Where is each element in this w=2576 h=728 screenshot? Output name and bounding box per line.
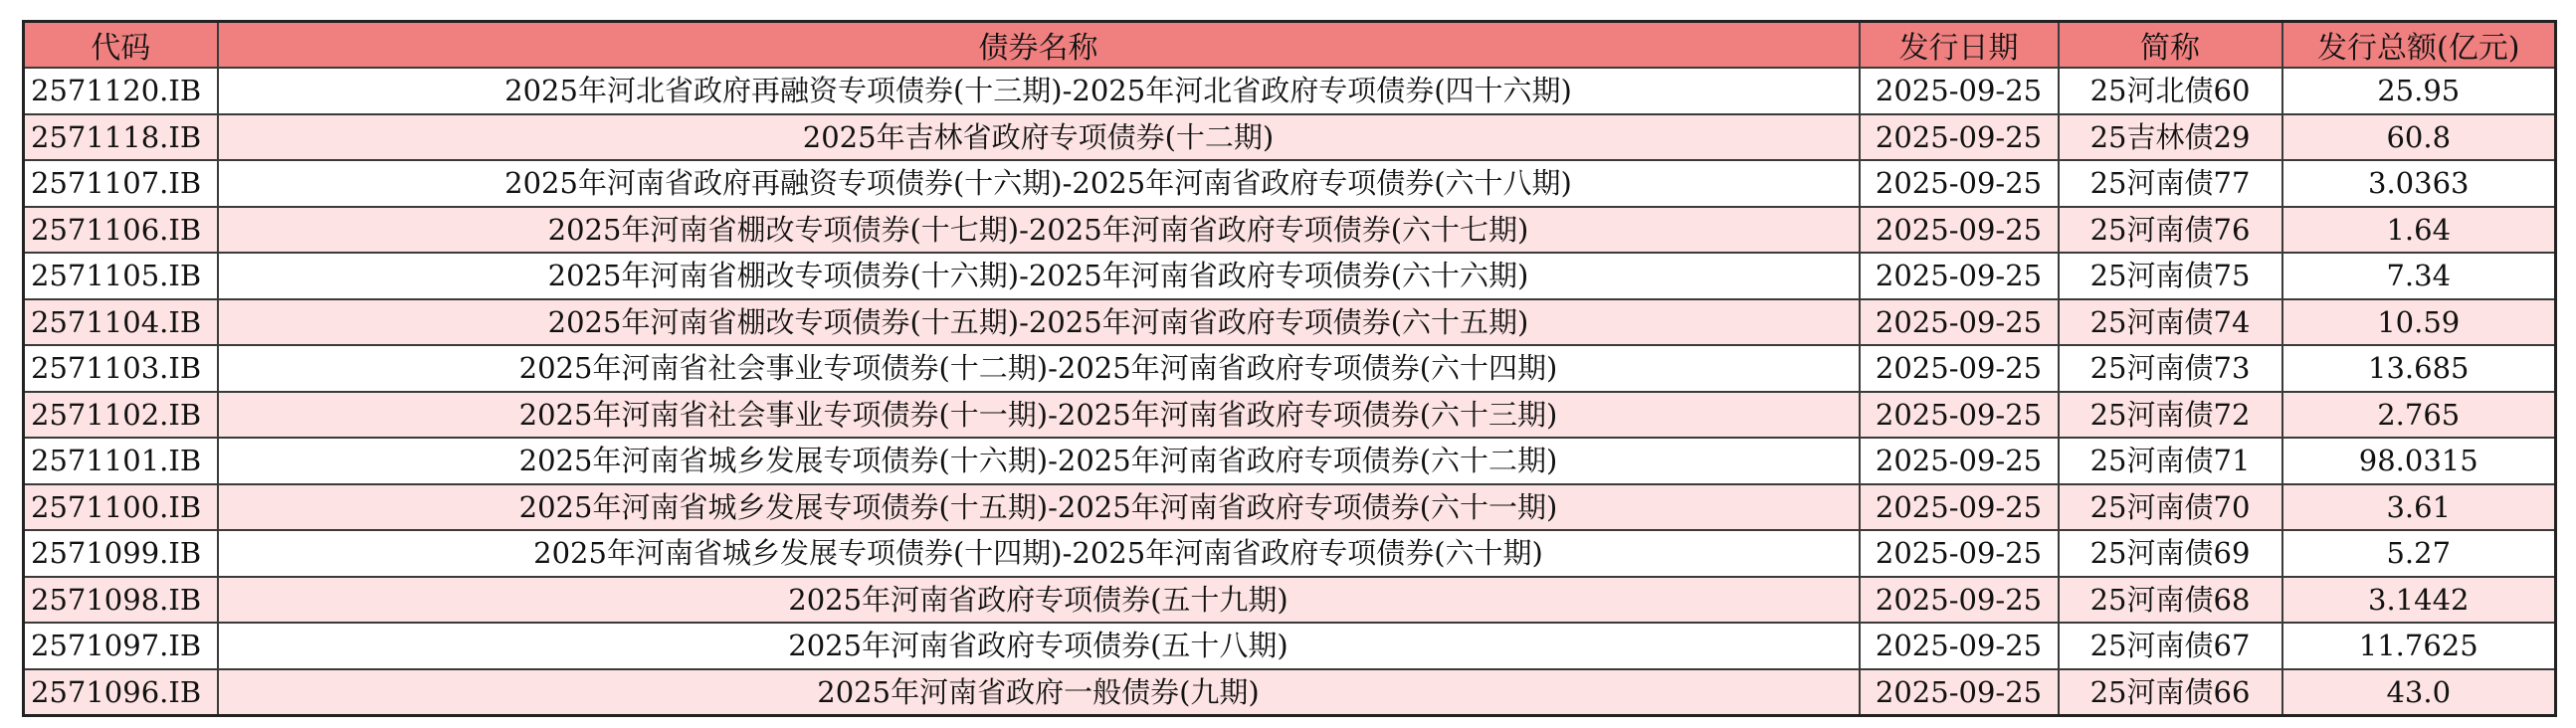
table-row — [24, 68, 2556, 114]
cell-code: 2571104.IB — [24, 299, 218, 346]
cell-total-amount: 13.685 — [2282, 345, 2556, 392]
cell-short-name: 25河北债60 — [2059, 68, 2282, 114]
table-row — [24, 253, 2556, 299]
cell-bond-name: 2025年河南省政府专项债券(五十八期) — [218, 623, 1860, 669]
cell-issue-date: 2025-09-25 — [1860, 160, 2059, 207]
cell-bond-name: 2025年河南省社会事业专项债券(十二期)-2025年河南省政府专项债券(六十四期) — [218, 345, 1860, 392]
cell-short-name: 25河南债68 — [2059, 577, 2282, 624]
header-bond-name: 债券名称 — [218, 22, 1860, 69]
cell-issue-date: 2025-09-25 — [1860, 438, 2059, 484]
table-header-row — [24, 22, 2556, 69]
cell-total-amount: 3.61 — [2282, 484, 2556, 531]
cell-total-amount: 98.0315 — [2282, 438, 2556, 484]
cell-short-name: 25河南债69 — [2059, 530, 2282, 577]
cell-issue-date: 2025-09-25 — [1860, 484, 2059, 531]
cell-total-amount: 60.8 — [2282, 114, 2556, 161]
bond-table-container — [22, 20, 2554, 717]
cell-bond-name: 2025年河南省政府再融资专项债券(十六期)-2025年河南省政府专项债券(六十八期) — [218, 160, 1860, 207]
table-row — [24, 114, 2556, 161]
table-row — [24, 623, 2556, 669]
table-row — [24, 299, 2556, 346]
cell-bond-name: 2025年河南省政府一般债券(九期) — [218, 669, 1860, 716]
cell-code: 2571101.IB — [24, 438, 218, 484]
cell-code: 2571097.IB — [24, 623, 218, 669]
cell-total-amount: 2.765 — [2282, 392, 2556, 439]
cell-code: 2571106.IB — [24, 207, 218, 254]
bond-issuance-table — [22, 20, 2557, 717]
cell-short-name: 25河南债67 — [2059, 623, 2282, 669]
cell-short-name: 25河南债76 — [2059, 207, 2282, 254]
table-row — [24, 392, 2556, 439]
cell-code: 2571103.IB — [24, 345, 218, 392]
cell-short-name: 25河南债77 — [2059, 160, 2282, 207]
table-body — [24, 68, 2556, 716]
cell-issue-date: 2025-09-25 — [1860, 207, 2059, 254]
table-row — [24, 345, 2556, 392]
cell-total-amount: 10.59 — [2282, 299, 2556, 346]
cell-short-name: 25河南债73 — [2059, 345, 2282, 392]
cell-total-amount: 1.64 — [2282, 207, 2556, 254]
cell-code: 2571102.IB — [24, 392, 218, 439]
cell-code: 2571107.IB — [24, 160, 218, 207]
cell-code: 2571120.IB — [24, 68, 218, 114]
table-row — [24, 530, 2556, 577]
cell-total-amount: 25.95 — [2282, 68, 2556, 114]
header-short-name: 简称 — [2059, 22, 2282, 69]
cell-code: 2571118.IB — [24, 114, 218, 161]
cell-total-amount: 43.0 — [2282, 669, 2556, 716]
cell-code: 2571100.IB — [24, 484, 218, 531]
cell-bond-name: 2025年河北省政府再融资专项债券(十三期)-2025年河北省政府专项债券(四十六期) — [218, 68, 1860, 114]
table-row — [24, 484, 2556, 531]
header-total-amount: 发行总额(亿元) — [2282, 22, 2556, 69]
cell-bond-name: 2025年吉林省政府专项债券(十二期) — [218, 114, 1860, 161]
header-issue-date: 发行日期 — [1860, 22, 2059, 69]
cell-short-name: 25河南债66 — [2059, 669, 2282, 716]
cell-short-name: 25河南债71 — [2059, 438, 2282, 484]
cell-issue-date: 2025-09-25 — [1860, 623, 2059, 669]
table-row — [24, 669, 2556, 716]
cell-short-name: 25河南债74 — [2059, 299, 2282, 346]
table-row — [24, 577, 2556, 624]
cell-bond-name: 2025年河南省棚改专项债券(十五期)-2025年河南省政府专项债券(六十五期) — [218, 299, 1860, 346]
cell-issue-date: 2025-09-25 — [1860, 530, 2059, 577]
header-code: 代码 — [24, 22, 218, 69]
cell-short-name: 25河南债75 — [2059, 253, 2282, 299]
cell-short-name: 25吉林债29 — [2059, 114, 2282, 161]
cell-issue-date: 2025-09-25 — [1860, 392, 2059, 439]
cell-issue-date: 2025-09-25 — [1860, 669, 2059, 716]
cell-total-amount: 11.7625 — [2282, 623, 2556, 669]
cell-code: 2571096.IB — [24, 669, 218, 716]
cell-short-name: 25河南债72 — [2059, 392, 2282, 439]
cell-bond-name: 2025年河南省棚改专项债券(十七期)-2025年河南省政府专项债券(六十七期) — [218, 207, 1860, 254]
cell-bond-name: 2025年河南省政府专项债券(五十九期) — [218, 577, 1860, 624]
cell-bond-name: 2025年河南省城乡发展专项债券(十五期)-2025年河南省政府专项债券(六十一期) — [218, 484, 1860, 531]
cell-issue-date: 2025-09-25 — [1860, 114, 2059, 161]
cell-total-amount: 3.0363 — [2282, 160, 2556, 207]
cell-issue-date: 2025-09-25 — [1860, 68, 2059, 114]
cell-issue-date: 2025-09-25 — [1860, 577, 2059, 624]
table-row — [24, 438, 2556, 484]
cell-code: 2571099.IB — [24, 530, 218, 577]
cell-bond-name: 2025年河南省社会事业专项债券(十一期)-2025年河南省政府专项债券(六十三期) — [218, 392, 1860, 439]
cell-issue-date: 2025-09-25 — [1860, 345, 2059, 392]
cell-code: 2571098.IB — [24, 577, 218, 624]
table-row — [24, 207, 2556, 254]
cell-total-amount: 3.1442 — [2282, 577, 2556, 624]
table-row — [24, 160, 2556, 207]
cell-bond-name: 2025年河南省城乡发展专项债券(十六期)-2025年河南省政府专项债券(六十二期) — [218, 438, 1860, 484]
cell-issue-date: 2025-09-25 — [1860, 299, 2059, 346]
cell-total-amount: 7.34 — [2282, 253, 2556, 299]
cell-bond-name: 2025年河南省棚改专项债券(十六期)-2025年河南省政府专项债券(六十六期) — [218, 253, 1860, 299]
cell-total-amount: 5.27 — [2282, 530, 2556, 577]
cell-issue-date: 2025-09-25 — [1860, 253, 2059, 299]
cell-short-name: 25河南债70 — [2059, 484, 2282, 531]
cell-bond-name: 2025年河南省城乡发展专项债券(十四期)-2025年河南省政府专项债券(六十期) — [218, 530, 1860, 577]
cell-code: 2571105.IB — [24, 253, 218, 299]
